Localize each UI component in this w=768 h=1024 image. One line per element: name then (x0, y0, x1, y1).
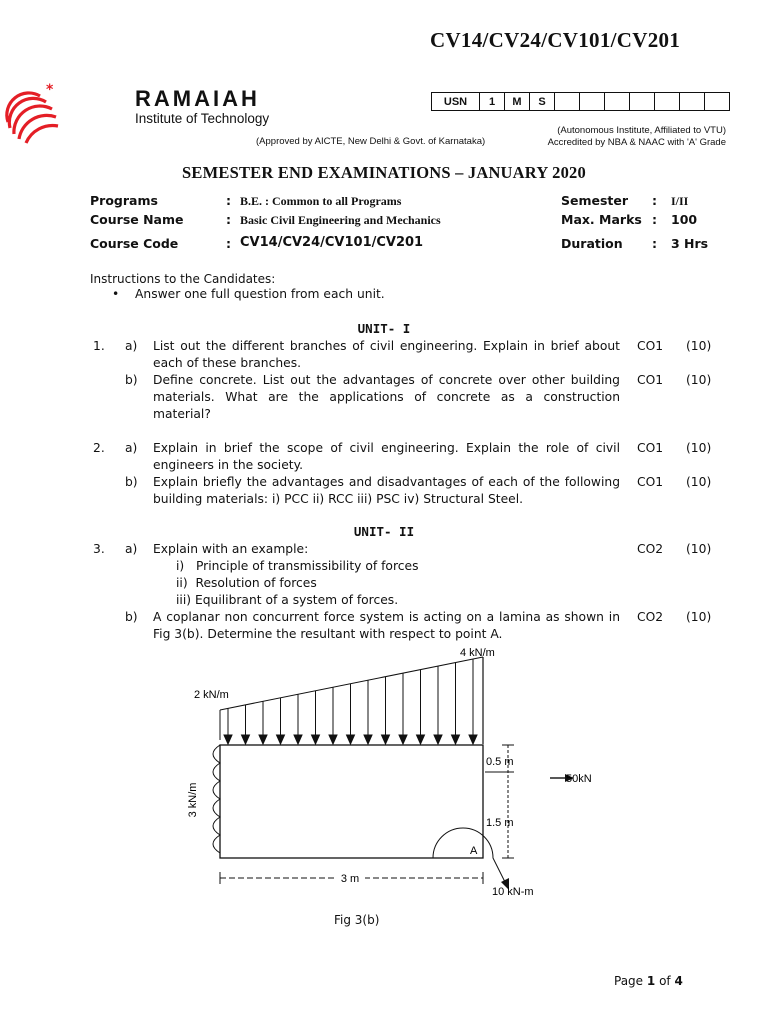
unit-heading: UNIT- II (353, 524, 415, 539)
usn-cell (555, 93, 580, 111)
udl-arrowhead (382, 735, 390, 744)
udl-arrowhead (417, 735, 425, 744)
subquestion-label: b) (125, 610, 138, 624)
lamina-rectangle (220, 745, 483, 858)
exam-title: SEMESTER END EXAMINATIONS – JANUARY 2020 (182, 163, 586, 182)
course-code-label: Course Code (90, 236, 179, 251)
course-outcome: CO1 (637, 339, 664, 353)
dimension-upper-label: 0.5 m (486, 756, 514, 768)
course-outcome: CO1 (637, 373, 664, 387)
usn-cell (705, 93, 730, 111)
page-word: Page (614, 974, 644, 988)
usn-cell: 1 (480, 93, 505, 111)
course-outcome: CO2 (637, 542, 664, 556)
usn-cell (580, 93, 605, 111)
question-text: Explain in brief the scope of civil engineering. Explain the role of civil engineers in the society. (153, 441, 620, 472)
force-label: 50kN (566, 773, 592, 785)
course-name-value: Basic Civil Engineering and Mechanics (240, 213, 441, 227)
udl-arrowhead (469, 735, 477, 744)
page-number: 1 (646, 974, 656, 988)
marks: (10) (686, 610, 712, 624)
course-outcome: CO2 (637, 610, 664, 624)
udl-arrowhead (347, 735, 355, 744)
colon: : (226, 212, 231, 227)
semester-value: I/II (671, 194, 689, 208)
udl-arrowhead (259, 735, 267, 744)
question-number: 3. (93, 542, 105, 556)
udl-arrowhead (294, 735, 302, 744)
colon: : (652, 212, 657, 227)
marks: (10) (686, 441, 712, 455)
page-total: 4 (674, 974, 683, 988)
unit-heading: UNIT- I (357, 321, 411, 336)
max-marks-label: Max. Marks (561, 212, 642, 227)
bullet-icon: • (112, 287, 120, 301)
subquestion-label: a) (125, 542, 138, 556)
programs-label: Programs (90, 193, 158, 208)
svg-text:*: * (46, 82, 54, 98)
accreditation-note: Accredited by NBA & NAAC with 'A' Grade (547, 137, 726, 148)
usn-cell (630, 93, 655, 111)
question-text: A coplanar non concurrent force system is acting on a lamina as shown in Fig 3(b). Determine the resultant with respect to point A. (153, 610, 620, 641)
question-text: Explain with an example: (153, 542, 309, 556)
side-load-label: 3 kN/m (187, 782, 199, 818)
page-indicator (614, 974, 683, 988)
question-text: Explain briefly the advantages and disadvantages of each of the following building materials: i) PCC ii) RCC iii) PSC iv) Structural Steel. (153, 475, 620, 506)
usn-cell: S (530, 93, 555, 111)
institute-subtitle: Institute of Technology (135, 111, 270, 126)
duration-value: 3 Hrs (671, 236, 709, 251)
udl-arrowhead (242, 735, 250, 744)
max-marks-value: 100 (671, 212, 698, 227)
course-name-label: Course Name (90, 212, 184, 227)
programs-value: B.E. : Common to all Programs (240, 194, 402, 208)
udl-arrowhead (224, 735, 232, 744)
subquestion-label: a) (125, 339, 138, 353)
figure-caption: Fig 3(b) (334, 913, 380, 927)
colon: : (226, 193, 231, 208)
list-item: ii) Resolution of forces (176, 576, 317, 590)
marks: (10) (686, 475, 712, 489)
course-code-header: CV14/CV24/CV101/CV201 (430, 28, 681, 52)
list-item: i) Principle of transmissibility of forces (176, 559, 419, 573)
colon: : (226, 236, 231, 251)
ramaiah-logo-icon (2, 82, 62, 146)
udl-top-line (220, 657, 483, 710)
usn-cell (655, 93, 680, 111)
colon: : (652, 193, 657, 208)
usn-cell (680, 93, 705, 111)
subquestion-label: b) (125, 373, 138, 387)
marks: (10) (686, 339, 712, 353)
semester-label: Semester (561, 193, 629, 208)
marks: (10) (686, 542, 712, 556)
usn-grid (431, 92, 730, 111)
side-load-curves (213, 745, 220, 853)
question-text: List out the different branches of civil engineering. Explain in brief about each of these branches. (153, 339, 620, 370)
width-label: 3 m (340, 873, 360, 885)
udl-left-label: 2 kN/m (194, 689, 229, 701)
course-outcome: CO1 (637, 441, 664, 455)
udl-arrowhead (399, 735, 407, 744)
question-number: 1. (93, 339, 105, 353)
point-label: A (470, 845, 478, 857)
list-item: iii) Equilibrant of a system of forces. (176, 593, 399, 607)
colon: : (652, 236, 657, 251)
marks: (10) (686, 373, 712, 387)
lamina-diagram (180, 640, 592, 900)
of-word: of (659, 974, 671, 988)
udl-arrowhead (452, 735, 460, 744)
udl-arrowhead (312, 735, 320, 744)
dimension-lower-label: 1.5 m (486, 817, 514, 829)
udl-arrowhead (434, 735, 442, 744)
question-text: Define concrete. List out the advantages of concrete over other building materials. What are the applications of concrete as a construction material? (153, 373, 620, 421)
instruction-item: Answer one full question from each unit. (135, 287, 385, 301)
udl-arrowhead (364, 735, 372, 744)
usn-cell: M (505, 93, 530, 111)
accreditation-block (548, 125, 726, 149)
udl-arrowhead (329, 735, 337, 744)
moment-label: 10 kN-m (492, 886, 534, 898)
autonomy-note: (Autonomous Institute, Affiliated to VTU) (557, 125, 726, 136)
question-number: 2. (93, 441, 105, 455)
duration-label: Duration (561, 236, 623, 251)
institute-name: RAMAIAH (135, 86, 260, 111)
course-code-value: CV14/CV24/CV101/CV201 (240, 235, 424, 250)
instructions-heading: Instructions to the Candidates: (90, 272, 276, 286)
subquestion-label: a) (125, 441, 138, 455)
udl-right-label: 4 kN/m (460, 647, 495, 659)
usn-cell (605, 93, 630, 111)
approval-note: (Approved by AICTE, New Delhi & Govt. of Karnataka) (256, 136, 486, 147)
course-outcome: CO1 (637, 475, 664, 489)
usn-label: USN (432, 93, 480, 111)
udl-arrowhead (277, 735, 285, 744)
subquestion-label: b) (125, 475, 138, 489)
